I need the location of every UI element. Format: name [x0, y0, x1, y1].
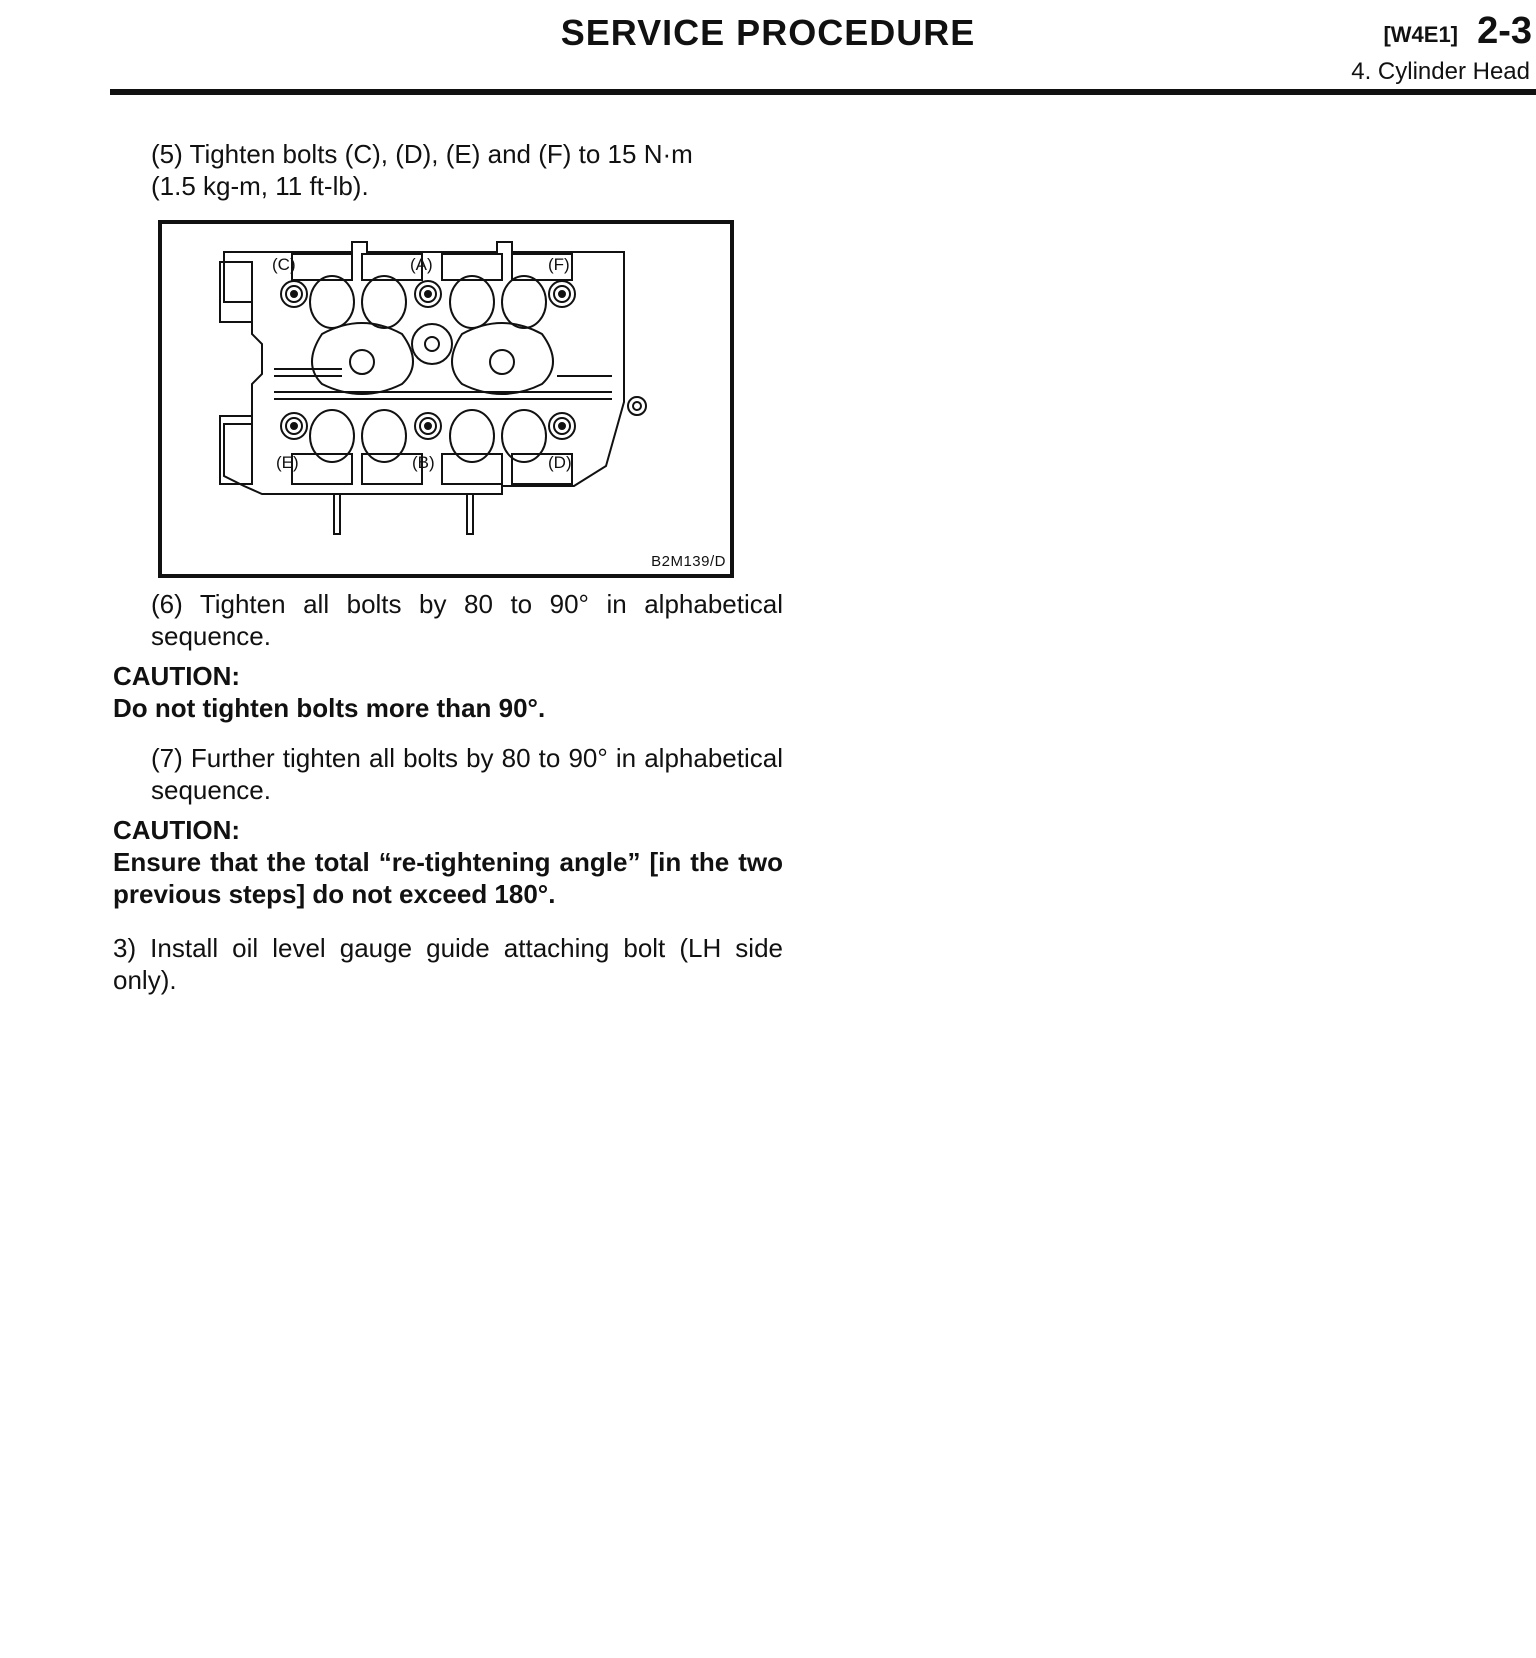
- bolt-a-icon: [415, 281, 441, 307]
- caution-2-heading: CAUTION:: [113, 815, 241, 845]
- bolt-e-icon: [281, 413, 307, 439]
- step-7: [113, 742, 783, 806]
- caution-1-heading: CAUTION:: [113, 661, 241, 691]
- step-3: [113, 932, 783, 996]
- cylinder-head-bolt-diagram: [158, 220, 734, 578]
- label-b: (B): [412, 453, 435, 472]
- label-a: (A): [410, 255, 433, 274]
- step-3-text: 3) Install oil level gauge guide attaching bolt (LH side only).: [113, 933, 783, 995]
- bolt-d-icon: [549, 413, 575, 439]
- step-6: [113, 588, 783, 652]
- page-number: 2-3: [1477, 10, 1532, 52]
- step-7-text: (7) Further tighten all bolts by 80 to 90° in alphabetical sequence.: [151, 743, 783, 805]
- figure-code: B2M139/D: [651, 553, 726, 570]
- label-f: (F): [548, 255, 570, 274]
- step-5: [113, 138, 783, 202]
- cylinder-head-drawing: [162, 224, 730, 574]
- caution-1-text: Do not tighten bolts more than 90°.: [113, 693, 546, 723]
- bolt-b-icon: [415, 413, 441, 439]
- doc-code: [W4E1]: [1383, 22, 1458, 47]
- step-5-line-1: (5) Tighten bolts (C), (D), (E) and (F) to 15 N·m: [151, 139, 693, 169]
- bolt-c-icon: [281, 281, 307, 307]
- label-d: (D): [548, 453, 572, 472]
- caution-1: [113, 660, 783, 724]
- step-5-line-2: (1.5 kg-m, 11 ft-lb).: [151, 171, 369, 201]
- label-c: (C): [272, 255, 296, 274]
- step-6-text: (6) Tighten all bolts by 80 to 90° in alphabetical sequence.: [151, 589, 783, 651]
- caution-2: [113, 814, 783, 910]
- caution-2-text: Ensure that the total “re-tightening angle” [in the two previous steps] do not exceed 180°.: [113, 847, 783, 909]
- bolt-f-icon: [549, 281, 575, 307]
- label-e: (E): [276, 453, 299, 472]
- page-title: SERVICE PROCEDURE: [560, 12, 976, 53]
- section-title: 4. Cylinder Head: [1351, 58, 1530, 85]
- header-rule: [110, 89, 1536, 95]
